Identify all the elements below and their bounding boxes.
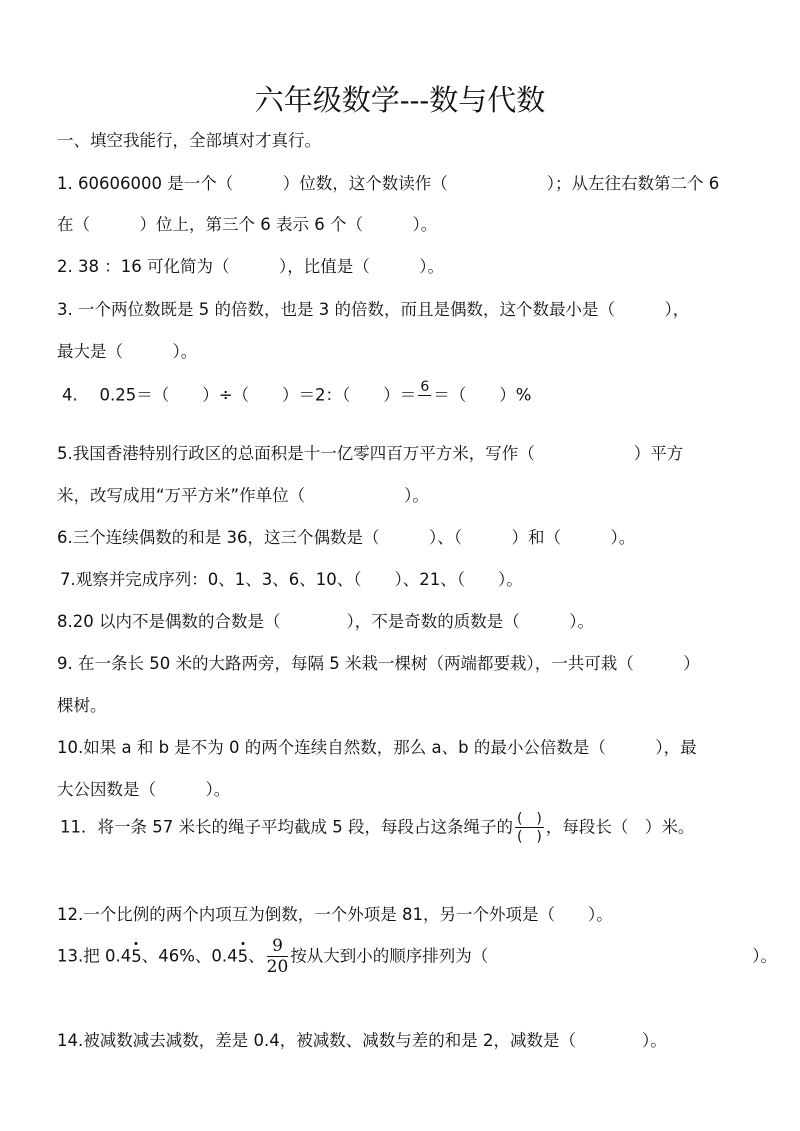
blank-fraction bbox=[515, 812, 544, 844]
question-6: 6.三个连续偶数的和是 36，这三个偶数是（ ）、（ ）和（ ）。 bbox=[57, 528, 636, 547]
question-10-line-2: 大公因数是（ ）。 bbox=[57, 780, 231, 799]
question-13-suffix: 按从大到小的顺序排列为（ ）。 bbox=[290, 946, 778, 966]
section-heading: 一、填空我能行，全部填对才真行。 bbox=[57, 131, 321, 150]
question-5-line-1: 5.我国香港特别行政区的总面积是十一亿零四百万平方米，写作（ ）平方 bbox=[57, 444, 684, 463]
question-8: 8.20 以内不是偶数的合数是（ ），不是奇数的质数是（ ）。 bbox=[57, 612, 594, 631]
fraction-denominator: ( ) bbox=[516, 829, 542, 845]
fraction-nine-twentieths bbox=[267, 938, 289, 976]
question-1-line-1: 1. 60606000 是一个（ ）位数，这个数读作（ ）；从左往右数第二个 6 bbox=[57, 174, 720, 193]
fraction-numerator: 6 bbox=[420, 379, 430, 395]
question-13 bbox=[57, 938, 777, 976]
question-4-prefix: 4. 0.25＝（ ）÷（ ）＝2：（ ）＝ bbox=[62, 385, 417, 405]
repeating-digit: 5 bbox=[131, 945, 142, 969]
question-9-line-2: 棵树。 bbox=[57, 696, 107, 715]
question-13-part-2: 、46%、0.4 bbox=[141, 946, 238, 966]
question-13-part-3: 、 bbox=[248, 946, 265, 966]
question-2: 2. 38 ：16 可化简为（ ），比值是（ ）。 bbox=[57, 257, 444, 276]
question-11 bbox=[60, 812, 694, 844]
question-9-line-1: 9. 在一条长 50 米的大路两旁，每隔 5 米栽一棵树（两端都要栽），一共可栽（ ） bbox=[57, 654, 700, 673]
question-5-line-2: 米，改写成用“万平方米”作单位（ ）。 bbox=[57, 486, 429, 505]
question-4-suffix: ＝（ ）% bbox=[433, 385, 532, 405]
question-1-line-2: 在（ ）位上，第三个 6 表示 6 个（ ）。 bbox=[57, 215, 438, 234]
fraction-denominator bbox=[418, 396, 431, 412]
question-3-line-1: 3. 一个两位数既是 5 的倍数，也是 3 的倍数，而且是偶数，这个数最小是（ ）， bbox=[57, 300, 690, 319]
page-title: 六年级数学---数与代数 bbox=[254, 83, 546, 117]
question-11-suffix: ，每段长（ ）米。 bbox=[545, 817, 695, 837]
fraction-numerator: ( ) bbox=[516, 811, 542, 827]
question-3-line-2: 最大是（ ）。 bbox=[57, 342, 198, 361]
question-13-part-1: 13.把 0.4 bbox=[57, 946, 132, 966]
question-14: 14.被减数减去减数，差是 0.4，被减数、减数与差的和是 2，减数是（ ）。 bbox=[57, 1031, 667, 1050]
fraction-six-over-blank bbox=[418, 380, 431, 412]
fraction-denominator: 20 bbox=[266, 957, 289, 977]
question-10-line-1: 10.如果 a 和 b 是不为 0 的两个连续自然数，那么 a、b 的最小公倍数是（ ），最 bbox=[57, 738, 697, 757]
fraction-numerator: 9 bbox=[267, 938, 289, 957]
question-4 bbox=[62, 380, 531, 412]
question-7: 7.观察并完成序列：0、1、3、6、10、（ ）、21、（ ）。 bbox=[60, 570, 523, 589]
question-11-prefix: 11．将一条 57 米长的绳子平均截成 5 段，每段占这条绳子的 bbox=[60, 817, 513, 837]
question-12: 12.一个比例的两个内项互为倒数，一个外项是 81，另一个外项是（ ）。 bbox=[57, 905, 613, 924]
repeating-digit: 5 bbox=[238, 945, 249, 969]
